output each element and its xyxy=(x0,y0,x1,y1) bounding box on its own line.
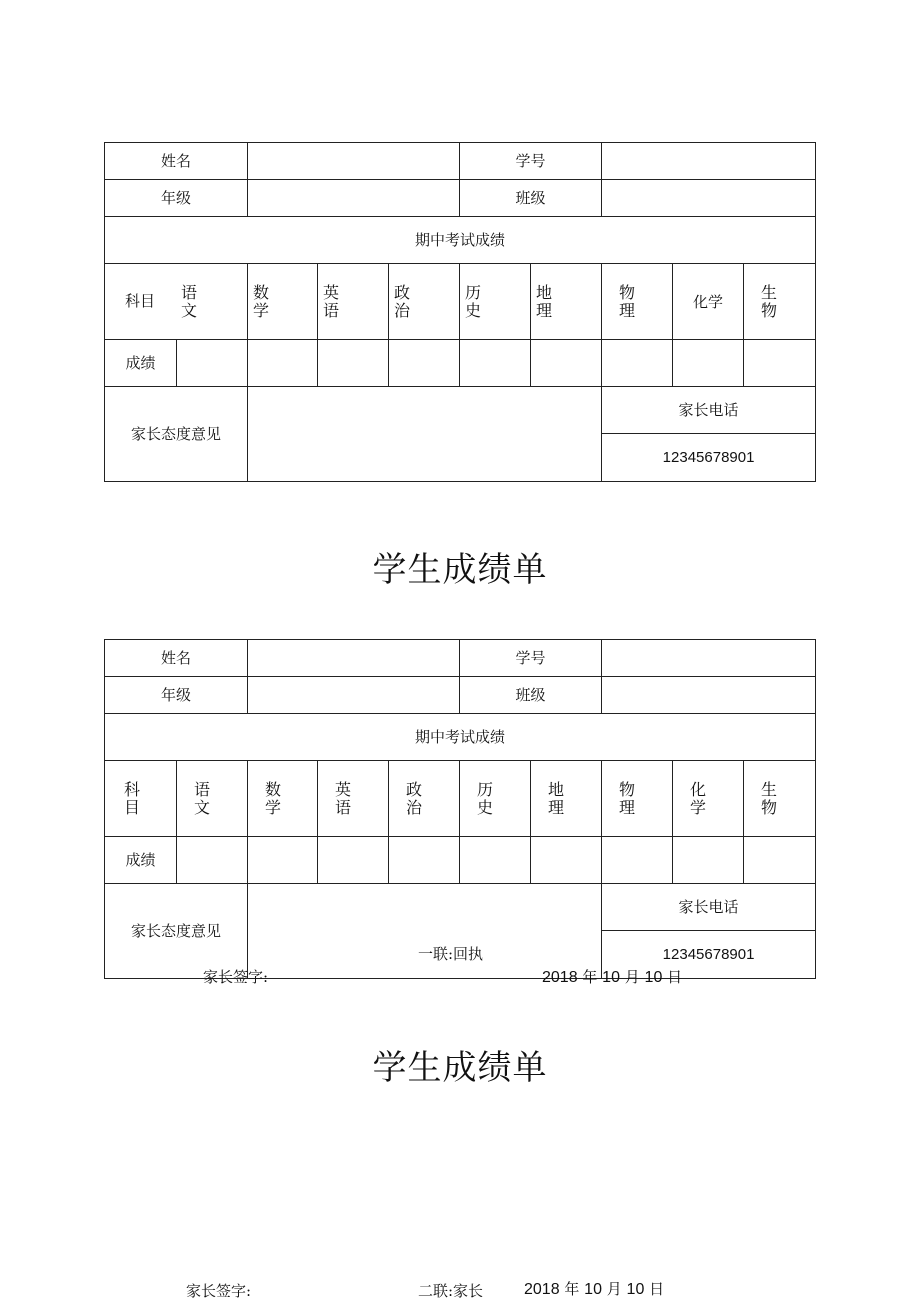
score-math[interactable] xyxy=(248,837,318,884)
subject-cell-geography xyxy=(531,264,602,340)
score-label: 成绩 xyxy=(105,340,177,387)
name-field[interactable] xyxy=(248,640,460,677)
date-day: 10 xyxy=(644,969,663,986)
date-year: 2018 xyxy=(524,1281,560,1298)
class-label: 班级 xyxy=(460,677,602,714)
score-geography[interactable] xyxy=(531,340,602,387)
subject-cell-biology xyxy=(744,761,816,837)
score-english[interactable] xyxy=(318,837,389,884)
subject-cell-math xyxy=(248,264,318,340)
subject-geography: 地理 xyxy=(548,780,565,817)
name-label: 姓名 xyxy=(105,143,248,180)
subject-chemistry: 化学 xyxy=(690,780,707,817)
date-year-char: 年 xyxy=(582,968,598,986)
score-chemistry[interactable] xyxy=(673,837,744,884)
parent-opinion-field[interactable] xyxy=(248,387,602,482)
subject-politics: 政治 xyxy=(394,283,411,320)
subject-history: 历史 xyxy=(465,283,482,320)
student-id-field[interactable] xyxy=(602,143,816,180)
subject-label: 科目 xyxy=(125,292,156,310)
subject-cell-geography xyxy=(531,761,602,837)
parent-phone-value[interactable]: 12345678901 xyxy=(602,434,816,482)
signature-date-2 xyxy=(524,1278,664,1299)
class-field[interactable] xyxy=(602,677,816,714)
page-title-2: 学生成绩单 xyxy=(372,1048,548,1088)
subject-cell-politics xyxy=(389,264,460,340)
score-table-1 xyxy=(104,142,816,482)
subject-biology: 生物 xyxy=(761,283,778,320)
parent-opinion-label: 家长态度意见 xyxy=(105,387,248,482)
subject-chinese: 语文 xyxy=(180,283,197,320)
subject-header-cell xyxy=(105,264,248,340)
subject-physics: 物理 xyxy=(619,780,636,817)
score-form-1 xyxy=(104,142,815,482)
score-chemistry[interactable] xyxy=(673,340,744,387)
parent-phone-label: 家长电话 xyxy=(602,387,816,434)
score-geography[interactable] xyxy=(531,837,602,884)
midterm-heading: 期中考试成绩 xyxy=(105,714,816,761)
score-history[interactable] xyxy=(460,340,531,387)
score-chinese[interactable] xyxy=(177,837,248,884)
student-id-label: 学号 xyxy=(460,640,602,677)
student-id-field[interactable] xyxy=(602,640,816,677)
score-form-2 xyxy=(104,639,815,979)
subject-cell-history xyxy=(460,761,531,837)
class-field[interactable] xyxy=(602,180,816,217)
page-title-1: 学生成绩单 xyxy=(372,550,548,590)
date-month: 10 xyxy=(584,1281,602,1298)
subject-chemistry: 化学 xyxy=(693,292,724,311)
grade-label: 年级 xyxy=(105,180,248,217)
score-biology[interactable] xyxy=(744,340,816,387)
date-day-char: 日 xyxy=(649,1280,665,1298)
name-field[interactable] xyxy=(248,143,460,180)
parent-opinion-label: 家长态度意见 xyxy=(105,884,248,979)
score-english[interactable] xyxy=(318,340,389,387)
score-politics[interactable] xyxy=(389,340,460,387)
name-label: 姓名 xyxy=(105,640,248,677)
score-table-2 xyxy=(104,639,816,979)
score-politics[interactable] xyxy=(389,837,460,884)
class-label: 班级 xyxy=(460,180,602,217)
subject-cell-english xyxy=(318,761,389,837)
score-physics[interactable] xyxy=(602,340,673,387)
subject-cell-english xyxy=(318,264,389,340)
subject-geography: 地理 xyxy=(536,283,553,320)
parent-signature-label-1: 家长签字: xyxy=(203,968,269,986)
copy-part-label-1: 一联:回执 xyxy=(418,945,484,963)
parent-opinion-field[interactable] xyxy=(248,884,602,979)
date-month: 10 xyxy=(602,969,620,986)
subject-cell-politics xyxy=(389,761,460,837)
date-day: 10 xyxy=(626,1281,645,1298)
grade-field[interactable] xyxy=(248,180,460,217)
subject-label: 科目 xyxy=(123,780,140,817)
subject-cell-history xyxy=(460,264,531,340)
signature-date-1 xyxy=(542,966,682,987)
subject-cell-physics xyxy=(602,264,673,340)
subject-english: 英语 xyxy=(323,283,340,320)
parent-signature-label-2: 家长签字: xyxy=(186,1282,252,1300)
score-chinese[interactable] xyxy=(177,340,248,387)
score-physics[interactable] xyxy=(602,837,673,884)
parent-phone-value[interactable]: 12345678901 xyxy=(602,931,816,979)
subject-cell-physics xyxy=(602,761,673,837)
midterm-heading: 期中考试成绩 xyxy=(105,217,816,264)
score-label: 成绩 xyxy=(105,837,177,884)
date-year-char: 年 xyxy=(564,1280,580,1298)
parent-phone-label: 家长电话 xyxy=(602,884,816,931)
subject-english: 英语 xyxy=(335,780,352,817)
grade-field[interactable] xyxy=(248,677,460,714)
subject-math: 数学 xyxy=(265,780,282,817)
subject-cell-math xyxy=(248,761,318,837)
subject-cell-chemistry xyxy=(673,761,744,837)
score-math[interactable] xyxy=(248,340,318,387)
copy-part-label-2: 二联:家长 xyxy=(418,1282,484,1300)
subject-history: 历史 xyxy=(477,780,494,817)
subject-physics: 物理 xyxy=(619,283,636,320)
subject-header-cell xyxy=(105,761,177,837)
subject-cell-chemistry xyxy=(673,264,744,340)
date-month-char: 月 xyxy=(624,968,640,986)
grade-label: 年级 xyxy=(105,677,248,714)
subject-math: 数学 xyxy=(253,283,270,320)
subject-cell-biology xyxy=(744,264,816,340)
subject-cell-chinese xyxy=(177,761,248,837)
score-biology[interactable] xyxy=(744,837,816,884)
date-day-char: 日 xyxy=(667,968,683,986)
student-id-label: 学号 xyxy=(460,143,602,180)
subject-politics: 政治 xyxy=(406,780,423,817)
date-year: 2018 xyxy=(542,969,578,986)
subject-biology: 生物 xyxy=(761,780,778,817)
subject-chinese: 语文 xyxy=(193,780,210,817)
date-month-char: 月 xyxy=(606,1280,622,1298)
score-history[interactable] xyxy=(460,837,531,884)
